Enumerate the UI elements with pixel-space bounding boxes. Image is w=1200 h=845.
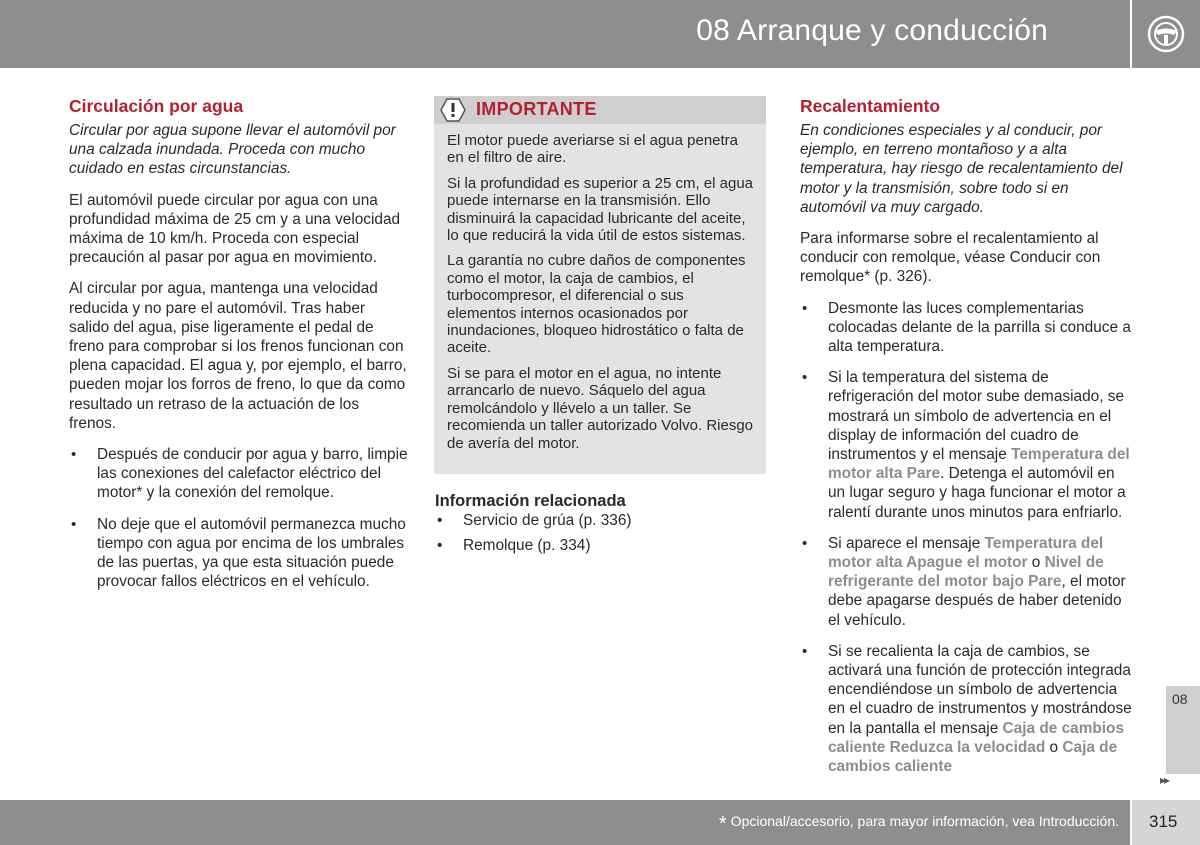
list-item-text: o [1027, 554, 1045, 572]
list-item-text: Desmonte las luces complementarias colocadas delante de la parrilla si conduce a alta temperatura. [828, 299, 1131, 356]
list-item [800, 642, 1135, 776]
related-list [435, 511, 765, 555]
important-notice-box [434, 96, 766, 474]
list-item-text: , el motor debe apagarse después de haber detenido el vehículo. [828, 573, 1126, 629]
list-item: • Después de conducir por agua y barro, limpie las conexiones del calefactor eléctrico del motor* y la conexión del remolque. [69, 445, 409, 503]
related-link-tow-service[interactable]: • Servicio de grúa (p. 336) [435, 511, 765, 530]
list-item-text: Si aparece el mensaje [828, 534, 985, 552]
paragraph: El automóvil puede circular por agua con una profundidad máxima de 25 cm y a una velocidad máxima de 10 km/h. Proceda con especial precaución al pasar por agua en movimiento. [69, 191, 401, 267]
important-body [447, 132, 755, 460]
related-info-section [435, 491, 765, 561]
section-intro: Circular por agua supone llevar el automóvil por una calzada inundada. Proceda con mucho cuidado en estas circunstancias. [69, 122, 396, 178]
related-heading: Información relacionada [435, 492, 626, 510]
list-item [800, 299, 1135, 357]
steering-wheel-icon [1146, 14, 1186, 54]
water-driving-section [69, 95, 409, 603]
important-paragraph: Si se para el motor en el agua, no intente arrancarlo de nuevo. Sáquelo del agua remolcándolo y llévelo a un taller. Se recomienda un taller autorizado Volvo. Riesgo de avería del motor. [447, 364, 754, 452]
important-paragraph: La garantía no cubre daños de componentes como el motor, la caja de cambios, el turbocompresor, el diferencial o sus elementos internos ocasionados por inundaciones, bloqueo hidrostático o falta de aceite. [447, 252, 746, 357]
chapter-header-bar [0, 0, 1130, 68]
list-item: • No deje que el automóvil permanezca mucho tiempo con agua por encima de los umbrales de las puertas, ya que esta situación puede provocar fallos eléctricos en el vehículo. [69, 515, 409, 592]
footer-note-text: Opcional/accesorio, para mayor información, vea Introducción. [730, 813, 1119, 829]
footer-bar [0, 800, 1130, 845]
display-message: Temperatura del motor alta Pare [828, 446, 1130, 483]
related-link-trailer[interactable]: • Remolque (p. 334) [435, 536, 765, 555]
display-message: Nivel de refrigerante del motor bajo Pare [828, 554, 1104, 591]
important-header [434, 96, 766, 124]
continue-arrow-icon: ▸▸ [1160, 773, 1169, 787]
page-number: 315 [1149, 812, 1178, 831]
chapter-title: 08 Arranque y conducción [696, 14, 1048, 47]
chapter-side-tab[interactable] [1166, 686, 1200, 774]
list-item-text: Si se recalienta la caja de cambios, se activará una función de protección integrada encendiéndose un símbolo de advertencia en el cuadro de instrumentos y mostrándose en la pantalla el mensaje [828, 642, 1132, 737]
overheating-section [800, 95, 1135, 788]
display-message: Caja de cambios caliente [828, 738, 1118, 776]
warning-exclamation-icon [440, 98, 466, 122]
footer-note [719, 813, 1119, 836]
page-number-box [1132, 800, 1200, 845]
important-paragraph: El motor puede averiarse si el agua penetra en el filtro de aire. [447, 132, 739, 167]
paragraph: Al circular por agua, mantenga una velocidad reducida y no pare el automóvil. Tras haber salido del agua, pise ligeramente el pedal de freno para comprobar si los frenos funcionan con plena capacidad. El agua y, por ejemplo, el barro, pueden mojar los forros de freno, lo que da como resultado un retraso de la actuación de los frenos. [69, 280, 407, 432]
chapter-tab-label: 08 [1172, 691, 1188, 707]
list-item-text: Si la temperatura del sistema de refrigeración del motor sube demasiado, se mostrará un símbolo de advertencia en el display de información del cuadro de instrumentos y el mensaje [828, 369, 1124, 464]
important-paragraph: Si la profundidad es superior a 25 cm, el agua puede internarse en la transmisión. Ello disminuirá la capacidad lubricante del aceite, lo que reducirá la vida útil de estos sistemas. [447, 174, 754, 245]
list-item-text: o [1045, 738, 1063, 756]
asterisk-marker: * [718, 813, 727, 835]
list-item [800, 368, 1135, 522]
chapter-icon-box [1132, 0, 1200, 68]
section-heading-overheating: Recalentamiento [800, 96, 941, 116]
display-message: Caja de cambios caliente Reduzca la velocidad [828, 719, 1125, 756]
list-item [800, 534, 1135, 630]
display-message: Temperatura del motor alta Apague el motor [828, 534, 1104, 572]
important-title: IMPORTANTE [476, 99, 597, 119]
section-heading-water: Circulación por agua [69, 96, 244, 116]
paragraph: Para informarse sobre el recalentamiento al conducir con remolque, véase Conducir con remolque* (p. 326). [800, 230, 1101, 286]
bullet-list [800, 299, 1135, 777]
list-item-text: . Detenga el automóvil en un lugar seguro y haga funcionar el motor a ralentí durante unos minutos para enfriarlo. [828, 465, 1126, 521]
section-intro: En condiciones especiales y al conducir, por ejemplo, en terreno montañoso y a alta temperatura, hay riesgo de recalentamiento del motor y la transmisión, sobre todo si en automóvil va muy cargado. [800, 122, 1123, 216]
bullet-list [69, 445, 409, 591]
